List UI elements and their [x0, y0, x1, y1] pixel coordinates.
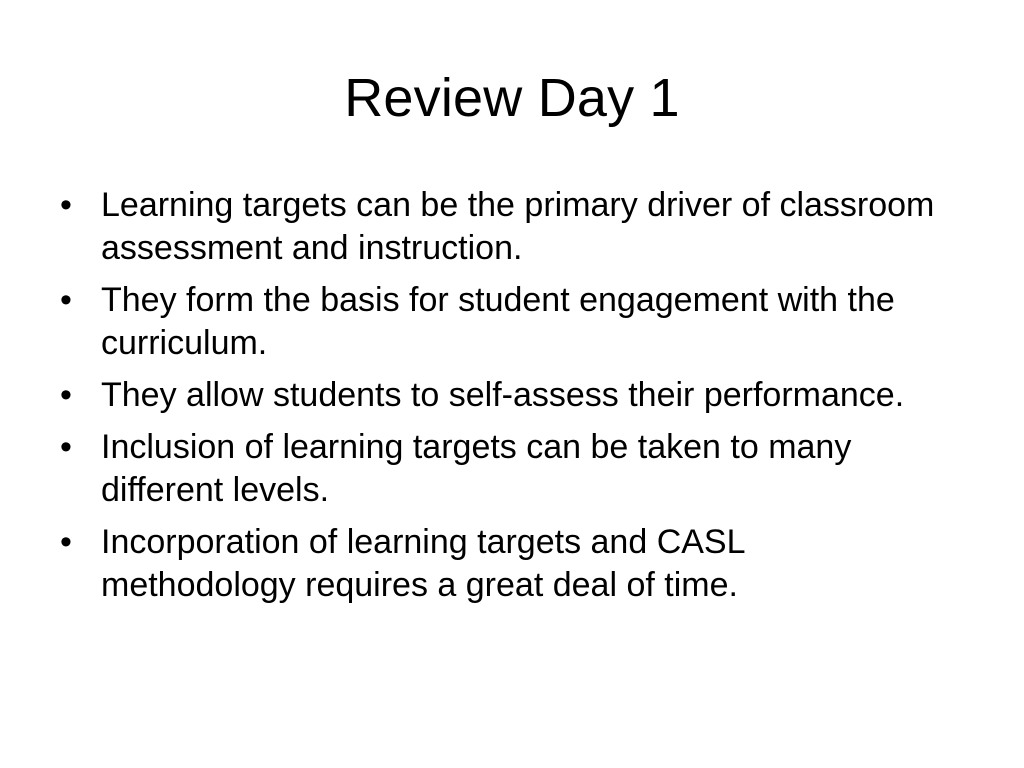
bullet-text: They allow students to self-assess their performance.	[101, 376, 905, 414]
slide-title: Review Day 1	[344, 68, 680, 128]
bullet-text: Learning targets can be the primary driver of classroom assessment and instruction.	[101, 186, 935, 267]
bullet-list	[60, 184, 940, 616]
bullet-marker: •	[60, 428, 72, 466]
bullet-text: Incorporation of learning targets and CASL methodology requires a great deal of time.	[101, 523, 745, 604]
bullet-item	[60, 426, 940, 512]
bullet-item	[60, 521, 940, 607]
bullet-marker: •	[60, 376, 72, 414]
bullet-item	[60, 374, 940, 417]
bullet-marker: •	[60, 186, 72, 224]
bullet-item	[60, 184, 940, 270]
bullet-text: They form the basis for student engagement with the curriculum.	[101, 281, 895, 362]
bullet-text: Inclusion of learning targets can be taken to many different levels.	[101, 428, 852, 509]
bullet-marker: •	[60, 523, 72, 561]
bullet-marker: •	[60, 281, 72, 319]
bullet-item	[60, 279, 940, 365]
